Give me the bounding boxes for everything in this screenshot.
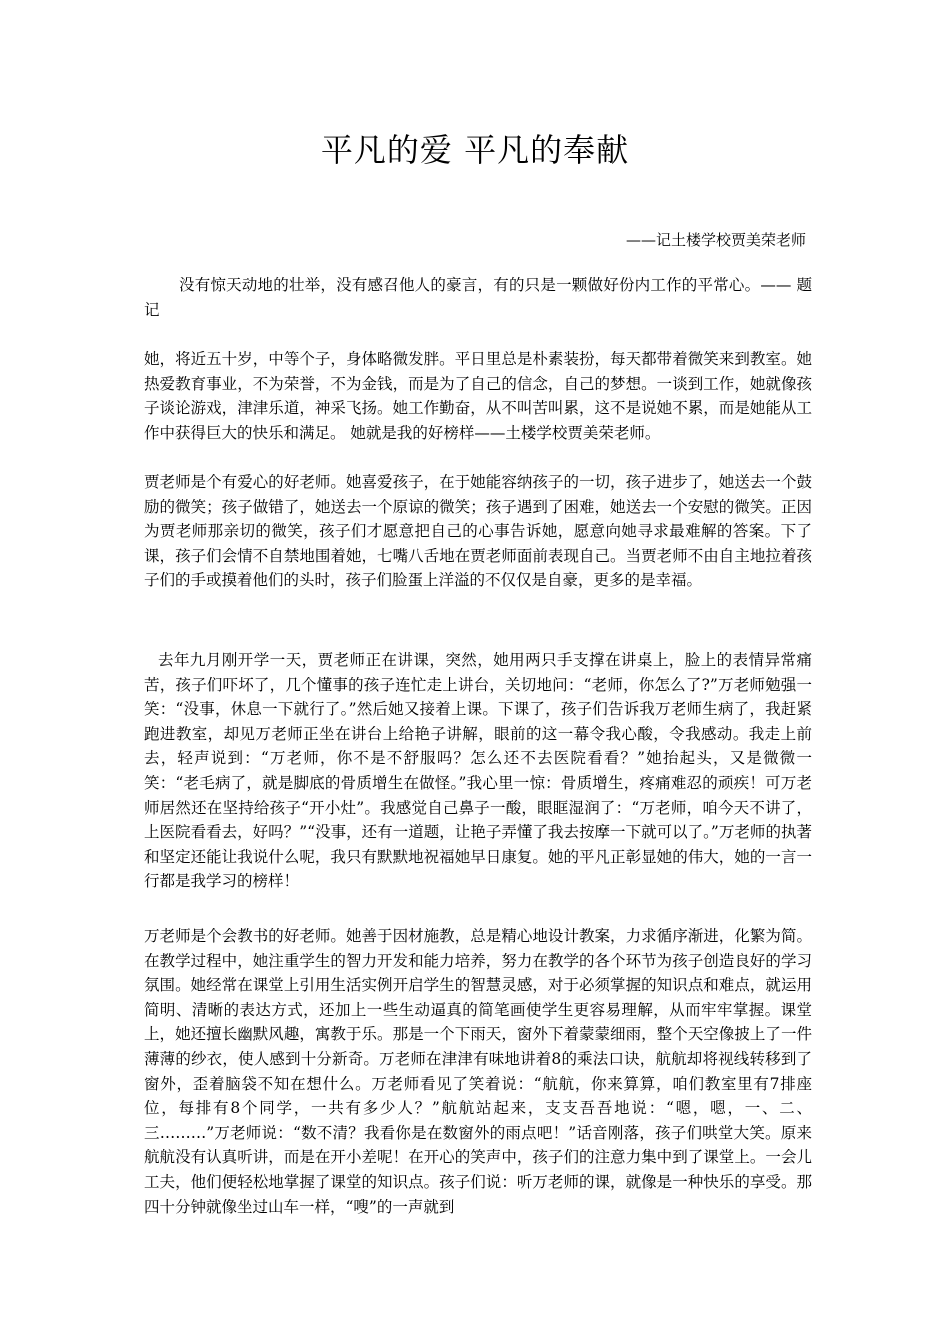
paragraph: 去年九月刚开学一天，贾老师正在讲课，突然，她用两只手支撑在讲桌上，脸上的表情异常痛苦，孩子们吓坏了，几个懂事的孩子连忙走上讲台，关切地问：“老师，你怎么了?”万老师勉强一笑：“没事，休息一下就行了。”然后她又接着上课。下课了，孩子们告诉我万老师生病了，我赶紧跑进教室，却见万老师正坐在讲台上给艳子讲解，眼前的这一幕令我心酸，令我感动。我走上前去，轻声说到：“万老师，你不是不舒服吗？怎么还不去医院看看？”她抬起头，又是微微一笑：“老毛病了，就是脚底的骨质增生在做怪。”我心里一惊：骨质增生，疼痛难忍的顽疾！可万老师居然还在坚持给孩子“开小灶”。我感觉自己鼻子一酸，眼眶湿润了：“万老师，咱今天不讲了，上医院看看去，好吗？”“没事，还有一道题，让艳子弄懂了我去按摩一下就可以了。”万老师的执著和坚定还能让我说什么呢，我只有默默地祝福她早日康复。她的平凡正彰显她的伟大，她的一言一行都是我学习的榜样！ bbox=[144, 651, 812, 891]
paragraph: 贾老师是个有爱心的好老师。她喜爱孩子，在于她能容纳孩子的一切，孩子进步了，她送去一个鼓励的微笑；孩子做错了，她送去一个原谅的微笑；孩子遇到了困难，她送去一个安慰的微笑。正因为贾老师那亲切的微笑，孩子们才愿意把自己的心事告诉她，愿意向她寻求最难解的答案。下了课，孩子们会情不自禁地围着她，七嘴八舌地在贾老师面前表现自己。当贾老师不由自主地拉着孩子们的手或摸着他们的头时，孩子们脸蛋上洋溢的不仅仅是自豪，更多的是幸福。 bbox=[144, 473, 812, 590]
epigraph: 没有惊天动地的壮举，没有感召他人的豪言，有的只是一颗做好份内工作的平常心。—— 题记 bbox=[144, 276, 812, 319]
document-title: 平凡的爱 平凡的奉献 bbox=[320, 131, 630, 169]
paragraph: 万老师是个会教书的好老师。她善于因材施教，总是精心地设计教案，力求循序渐进，化繁为简。在教学过程中，她注重学生的智力开发和能力培养，努力在教学的各个环节为孩子创造良好的学习氛围。她经常在课堂上引用生活实例开启学生的智慧灵感，对于必须掌握的知识点和难点，就运用简明、清晰的表达方式，还加上一些生动逼真的简笔画使学生更容易理解，从而牢牢掌握。课堂上，她还擅长幽默风趣，寓教于乐。那是一个下雨天，窗外下着蒙蒙细雨，整个天空像披上了一件薄薄的纱衣，使人感到十分新奇。万老师在津津有味地讲着8的乘法口诀，航航却将视线转移到了窗外，歪着脑袋不知在想什么。万老师看见了笑着说：“航航，你来算算，咱们教室里有7排座位，每排有8个同学，一共有多少人？”航航站起来，支支吾吾地说：“嗯，嗯，一、二、三………”万老师说：“数不清？我看你是在数窗外的雨点吧！”话音刚落，孩子们哄堂大笑。原来航航没有认真听讲，而是在开小差呢！在开心的笑声中，孩子们的注意力集中到了课堂上。一会儿工夫，他们便轻松地掌握了课堂的知识点。孩子们说：听万老师的课，就像是一种快乐的享受。那四十分钟就像坐过山车一样，“嗖”的一声就到 bbox=[144, 927, 812, 1216]
paragraph: 她，将近五十岁，中等个子，身体略微发胖。平日里总是朴素装扮，每天都带着微笑来到教室。她热爱教育事业，不为荣誉，不为金钱，而是为了自己的信念，自己的梦想。一谈到工作，她就像孩子谈论游戏，津津乐道，神采飞扬。她工作勤奋，从不叫苦叫累，这不是说她不累，而是她能从工作中获得巨大的快乐和满足。 她就是我的好榜样——土楼学校贾美荣老师。 bbox=[144, 350, 812, 442]
document-byline: ——记土楼学校贾美荣老师 bbox=[625, 231, 806, 249]
